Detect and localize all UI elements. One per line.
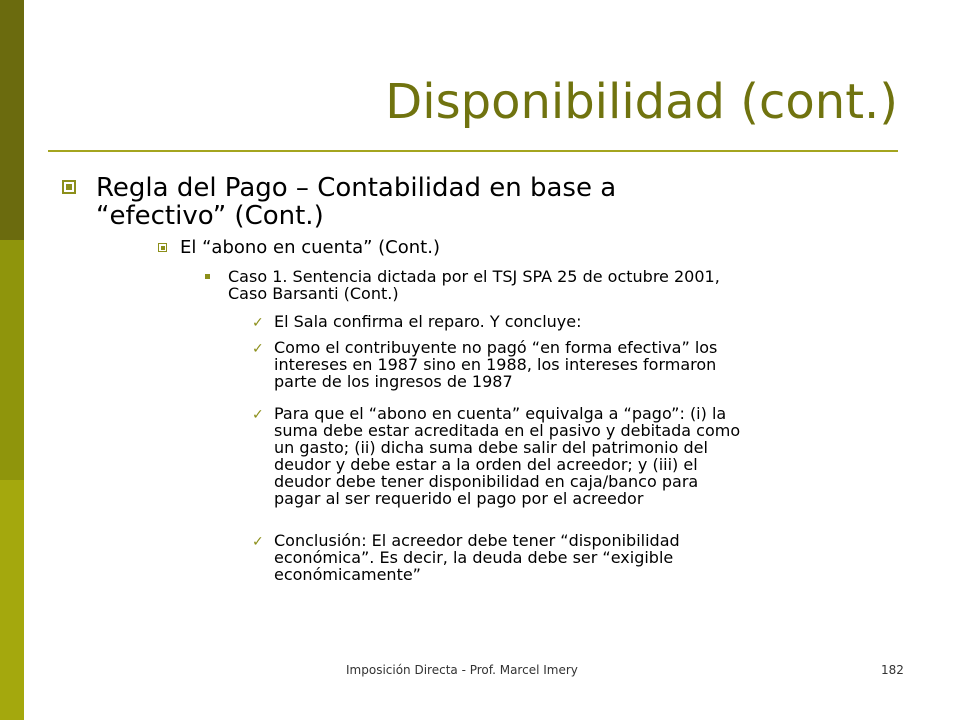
slide-title: Disponibilidad (cont.) xyxy=(385,74,898,130)
checkmark-icon: ✓ xyxy=(252,407,264,423)
check-3-line-2: suma debe estar acreditada en el pasivo y debitada como xyxy=(274,421,741,440)
square-solid-bullet-icon xyxy=(205,274,210,279)
checkmark-icon: ✓ xyxy=(252,341,264,357)
level1-line-1: Regla del Pago – Contabilidad en base a xyxy=(96,173,617,203)
side-bar-bottom xyxy=(0,480,24,720)
level3-line-2: Caso Barsanti (Cont.) xyxy=(228,284,399,303)
side-bar-middle xyxy=(0,240,24,480)
check-3-line-1: Para que el “abono en cuenta” equivalga a “pago”: (i) la xyxy=(274,404,727,423)
title-underline xyxy=(48,150,898,152)
check-3-line-6: pagar al ser requerido el pago por el acreedor xyxy=(274,489,644,508)
check-3-line-5: deudor debe tener disponibilidad en caja/banco para xyxy=(274,472,699,491)
check-3-line-3: un gasto; (ii) dicha suma debe salir del patrimonio del xyxy=(274,438,708,457)
check-4-line-3: económicamente” xyxy=(274,565,421,584)
checkmark-icon: ✓ xyxy=(252,315,264,331)
check-3-line-4: deudor y debe estar a la orden del acreedor; y (iii) el xyxy=(274,455,698,474)
side-bar-top xyxy=(0,0,24,240)
check-1-line-1: El Sala confirma el reparo. Y concluye: xyxy=(274,312,582,331)
square-bullet-icon xyxy=(62,180,76,194)
check-2-line-1: Como el contribuyente no pagó “en forma efectiva” los xyxy=(274,338,718,357)
footer-text: Imposición Directa - Prof. Marcel Imery xyxy=(346,663,578,677)
page-number: 182 xyxy=(881,663,904,677)
level2-text: El “abono en cuenta” (Cont.) xyxy=(180,237,440,258)
square-bullet-small-icon xyxy=(158,243,167,252)
check-4-line-2: económica”. Es decir, la deuda debe ser “exigible xyxy=(274,548,674,567)
check-2-line-2: intereses en 1987 sino en 1988, los intereses formaron xyxy=(274,355,717,374)
level1-line-2: “efectivo” (Cont.) xyxy=(96,201,324,231)
check-2-line-3: parte de los ingresos de 1987 xyxy=(274,372,513,391)
level3-line-1: Caso 1. Sentencia dictada por el TSJ SPA 25 de octubre 2001, xyxy=(228,267,720,286)
check-4-line-1: Conclusión: El acreedor debe tener “disponibilidad xyxy=(274,531,680,550)
checkmark-icon: ✓ xyxy=(252,534,264,550)
